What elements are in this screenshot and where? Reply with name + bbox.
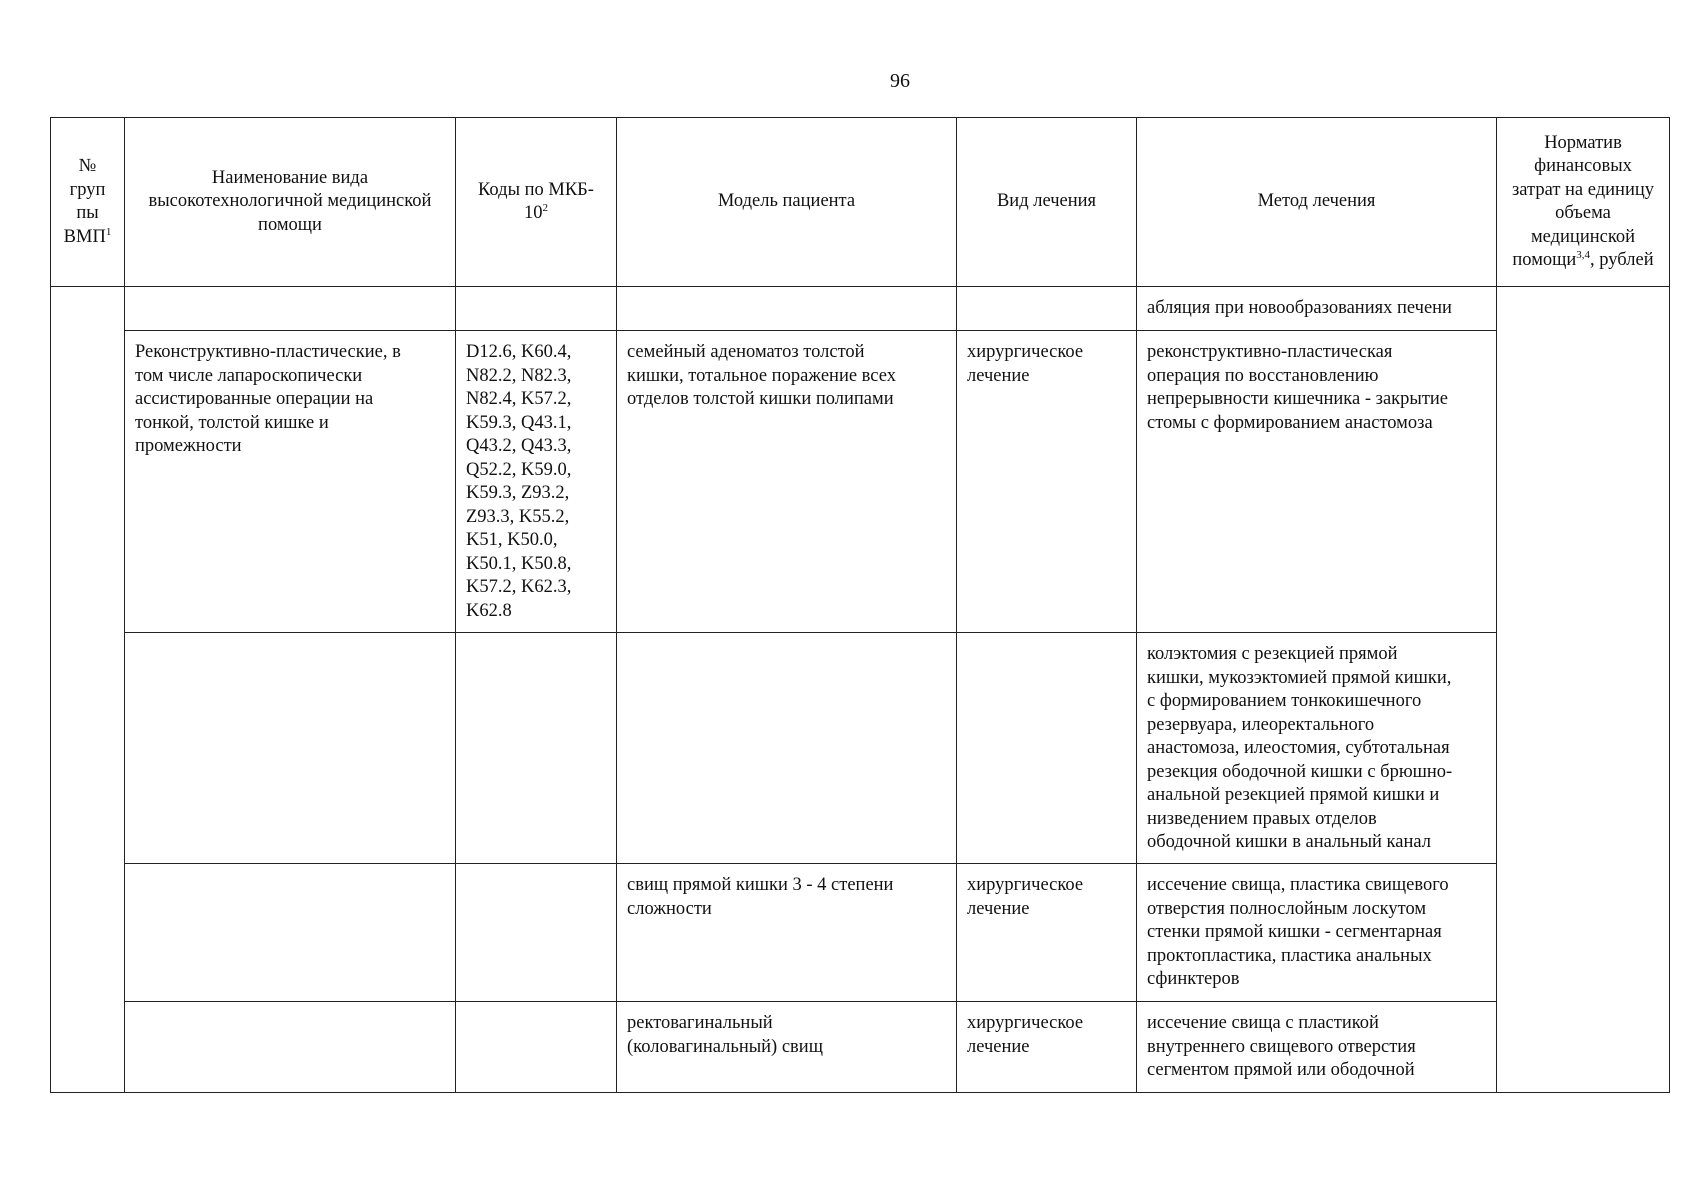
name-cell: Реконструктивно-пластические, в том числе лапароскопически ассистированные операции на тонкой, толстой кишке и промежности	[125, 331, 456, 633]
header-treatment-type: Вид лечения	[957, 118, 1137, 287]
patient-model-cell: ректовагинальный (коловагинальный) свищ	[617, 1002, 957, 1093]
name-cell	[125, 287, 456, 331]
treatment-method-cell: реконструктивно-пластическая операция по восстановлению непрерывности кишечника - закрытие стомы с формированием анастомоза	[1137, 331, 1497, 633]
page-number: 96	[890, 70, 910, 92]
table-header-row	[51, 118, 1670, 287]
treatment-type-cell: хирургическое лечение	[957, 1002, 1137, 1093]
norm-cell	[1497, 287, 1670, 1093]
header-patient-model: Модель пациента	[617, 118, 957, 287]
table-row	[51, 864, 1670, 1002]
group-no-cell	[51, 287, 125, 1093]
codes-cell	[456, 633, 617, 864]
codes-cell	[456, 1002, 617, 1093]
table-row	[51, 633, 1670, 864]
vmp-table	[50, 117, 1670, 1093]
header-name: Наименование вида высокотехнологичной медицинской помощи	[125, 118, 456, 287]
codes-cell: D12.6, K60.4, N82.2, N82.3, N82.4, K57.2, K59.3, Q43.1, Q43.2, Q43.3, Q52.2, K59.0, K59.3, Z93.2, Z93.3, K55.2, K51, K50.0, K50.1, K50.8, K57.2, K62.3, K62.8	[456, 331, 617, 633]
treatment-method-cell: иссечение свища с пластикой внутреннего свищевого отверстия сегментом прямой или ободочной	[1137, 1002, 1497, 1093]
codes-cell	[456, 864, 617, 1002]
treatment-type-cell	[957, 633, 1137, 864]
name-cell	[125, 864, 456, 1002]
header-norm: Норматив финансовых затрат на единицу объема медицинской помощи$^{3,4}$, рублей	[1497, 118, 1670, 287]
treatment-type-cell: хирургическое лечение	[957, 864, 1137, 1002]
patient-model-cell: свищ прямой кишки 3 - 4 степени сложности	[617, 864, 957, 1002]
table-row	[51, 1002, 1670, 1093]
name-cell	[125, 1002, 456, 1093]
codes-cell	[456, 287, 617, 331]
treatment-type-cell	[957, 287, 1137, 331]
name-cell	[125, 633, 456, 864]
treatment-method-cell: колэктомия с резекцией прямой кишки, мукозэктомией прямой кишки, с формированием тонкокишечного резервуара, илеоректального анастомоза, илеостомия, субтотальная резекция ободочной кишки с брюшно- анальной резекцией прямой кишки и низведением правых отделов ободочной кишки в анальный канал	[1137, 633, 1497, 864]
patient-model-cell: семейный аденоматоз толстой кишки, тотальное поражение всех отделов толстой кишки полипами	[617, 331, 957, 633]
treatment-method-cell: иссечение свища, пластика свищевого отверстия полнослойным лоскутом стенки прямой кишки - сегментарная проктопластика, пластика анальных сфинктеров	[1137, 864, 1497, 1002]
patient-model-cell	[617, 633, 957, 864]
table-row	[51, 331, 1670, 633]
header-treatment-method: Метод лечения	[1137, 118, 1497, 287]
header-group-no: № груп пы ВМП$^1$	[51, 118, 125, 287]
treatment-method-cell: абляция при новообразованиях печени	[1137, 287, 1497, 331]
header-codes: Коды по МКБ- $10^2$	[456, 118, 617, 287]
table-row	[51, 287, 1670, 331]
patient-model-cell	[617, 287, 957, 331]
treatment-type-cell: хирургическое лечение	[957, 331, 1137, 633]
